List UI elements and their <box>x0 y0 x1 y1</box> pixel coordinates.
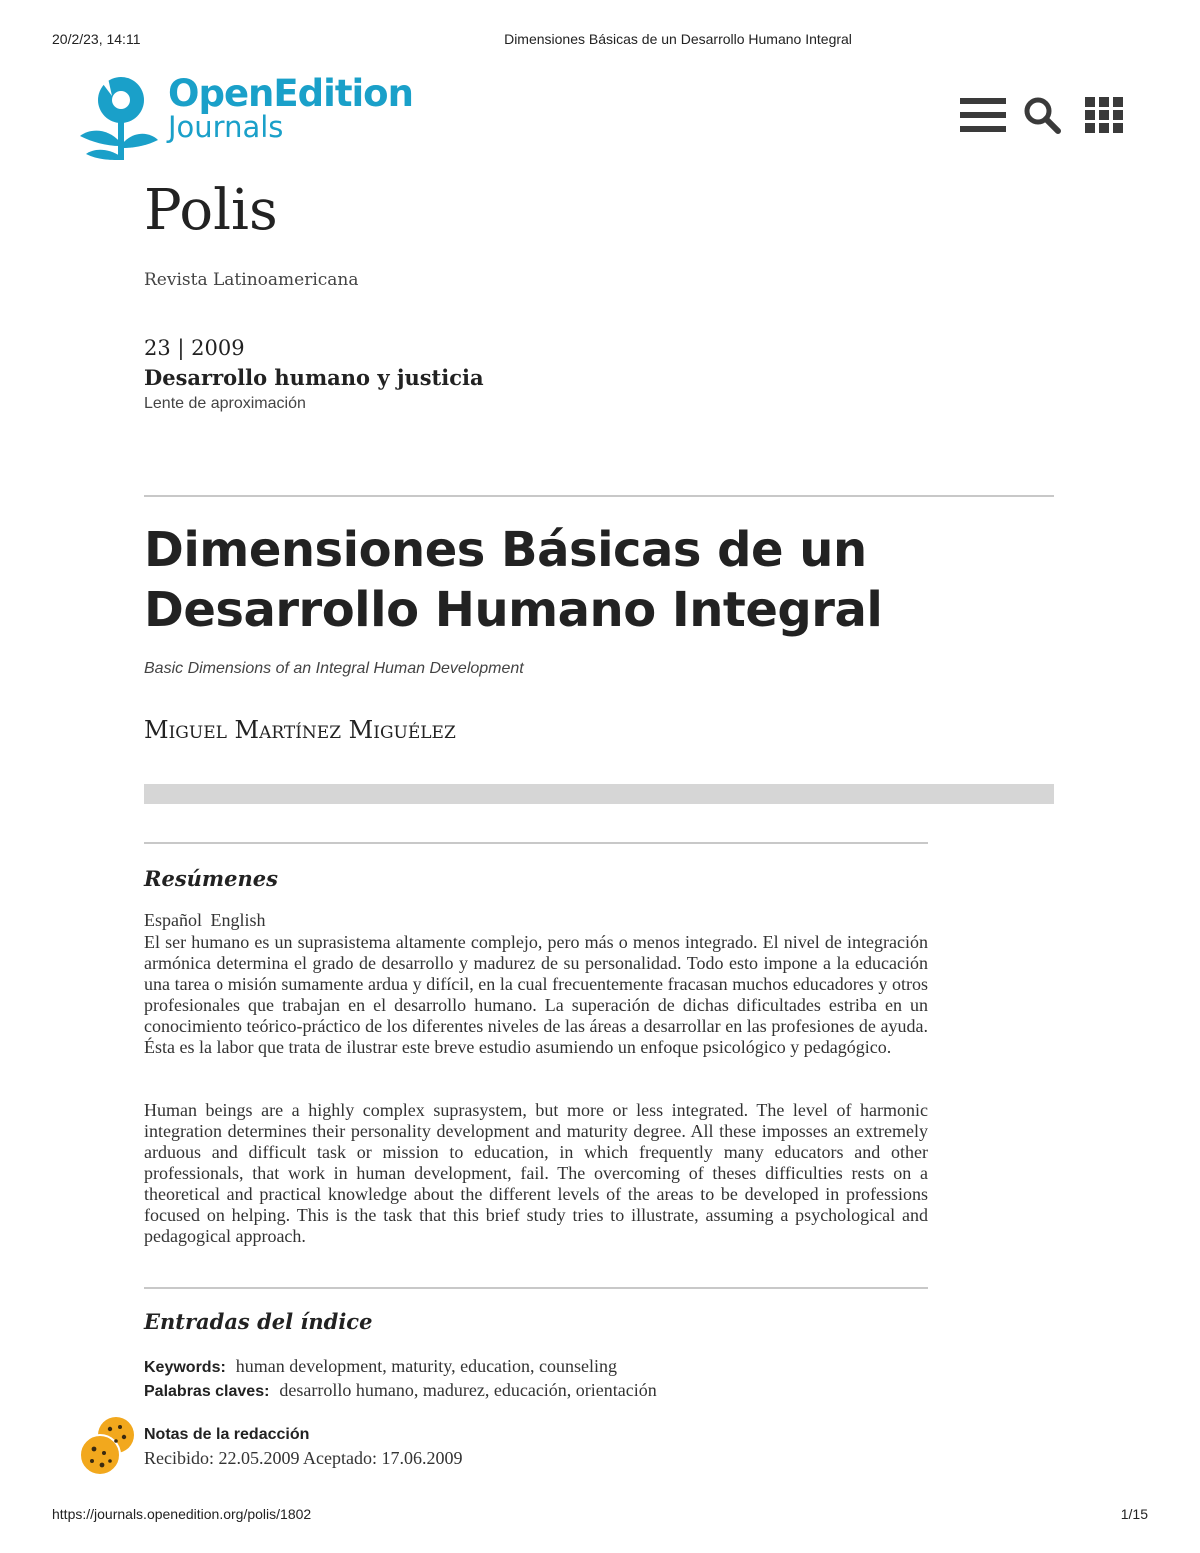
search-icon[interactable] <box>1022 96 1062 134</box>
article-subtitle: Basic Dimensions of an Integral Human Development <box>144 660 524 677</box>
brand-openedition: OpenEdition <box>168 72 413 115</box>
keywords-row <box>144 1356 617 1377</box>
print-page-number: 1/15 <box>1120 1506 1148 1522</box>
palabras-claves-row <box>144 1380 657 1401</box>
journal-subtitle: Revista Latinoamericana <box>144 270 359 290</box>
abstract-language-switch <box>144 910 270 931</box>
openedition-logo[interactable] <box>78 70 418 162</box>
lang-link-es[interactable]: Español <box>144 910 202 930</box>
cookie-consent-icon[interactable] <box>78 1415 140 1477</box>
keywords-value[interactable]: human development, maturity, education, counseling <box>235 1356 618 1376</box>
abstract-es: El ser humano es un suprasistema altamente complejo, pero más o menos integrado. El nivel de integración armónica determina el grado de desarrollo y madurez de su personalidad. Todo esto impone a la educación una tarea o misión sumamente ardua y difícil, en la cual frecuentemente fracasan muchos educadores y otros profesionales que trabajan en el desarrollo humano. La superación de dichas dificultades estriba en un conocimiento teórico-práctico de los diferentes niveles de las áreas a desarrollar en las profesiones de ayuda. Ésta es la labor que trata de ilustrar este breve estudio asumiendo un enfoque psicológico y pedagógico. <box>144 932 928 1057</box>
print-datetime: 20/2/23, 14:11 <box>52 31 141 47</box>
author-name[interactable]: Miguel Martínez Miguélez <box>144 716 456 744</box>
brand-journals: Journals <box>168 110 284 144</box>
print-url: https://journals.openedition.org/polis/1802 <box>52 1506 312 1522</box>
palabras-claves-value[interactable]: desarrollo humano, madurez, educación, orientación <box>279 1380 657 1400</box>
top-nav <box>960 96 1126 136</box>
issue-section: Lente de aproximación <box>144 395 306 412</box>
palabras-claves-label: Palabras claves: <box>144 1383 270 1400</box>
journal-title[interactable]: Polis <box>144 178 278 243</box>
menu-icon[interactable] <box>960 96 1006 134</box>
index-entries-heading: Entradas del índice <box>144 1309 373 1334</box>
lang-link-en[interactable]: English <box>210 910 266 930</box>
divider <box>144 842 928 844</box>
print-footer <box>0 1506 1200 1524</box>
openedition-flower-icon <box>78 70 164 162</box>
apps-grid-icon[interactable] <box>1084 96 1124 134</box>
print-header <box>0 31 1200 49</box>
divider <box>144 495 1054 497</box>
print-doc-title: Dimensiones Básicas de un Desarrollo Humano Integral <box>504 31 852 47</box>
editorial-notes-heading: Notas de la redacción <box>144 1426 310 1443</box>
toolbar-bar <box>144 784 1054 804</box>
divider <box>144 1287 928 1289</box>
editorial-notes-value: Recibido: 22.05.2009 Aceptado: 17.06.2009 <box>144 1448 463 1468</box>
abstracts-heading: Resúmenes <box>144 866 278 891</box>
issue-title[interactable]: Desarrollo humano y justicia <box>144 365 484 390</box>
abstract-en: Human beings are a highly complex suprasystem, but more or less integrated. The level of harmonic integration determines their personality development and maturity degree. All these imposses an extremely arduous and difficult task or mission to education, in which frequently many educators and other professionals, that work in human development, fail. The overcoming of theses difficulties rests on a theoretical and practical knowledge about the different levels of the areas to be developed in professions focused on helping. This is the task that this brief study tries to illustrate, assuming a psychological and pedagogical approach. <box>144 1100 928 1246</box>
issue-number-year[interactable]: 23 | 2009 <box>144 336 245 360</box>
keywords-label: Keywords: <box>144 1359 226 1376</box>
article-title: Dimensiones Básicas de un Desarrollo Humano Integral <box>144 522 883 638</box>
